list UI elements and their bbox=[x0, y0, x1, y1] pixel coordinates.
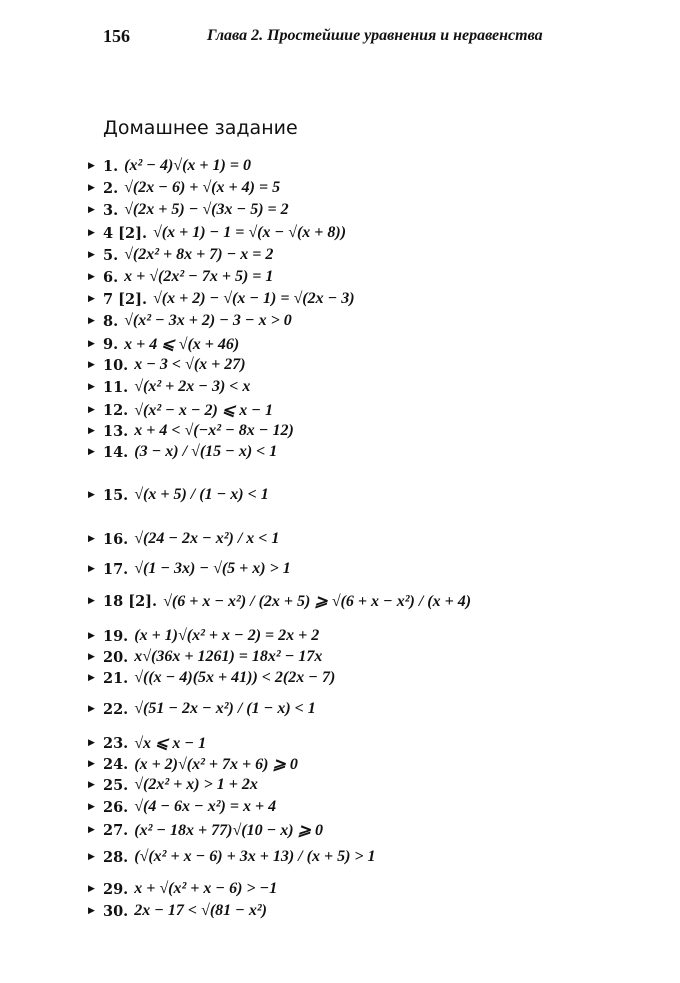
problem-expression: √(4 − 6x − x²) = x + 4 bbox=[134, 798, 277, 815]
problem-item bbox=[88, 902, 267, 920]
problem-item bbox=[88, 157, 251, 175]
problem-expression: √(2x − 6) + √(x + 4) = 5 bbox=[124, 179, 281, 196]
problem-expression: √(x² + 2x − 3) < x bbox=[134, 378, 251, 395]
problem-item bbox=[88, 400, 273, 420]
problem-expression: (√(x² + x − 6) + 3x + 13) / (x + 5) > 1 bbox=[134, 848, 376, 865]
problem-expression: √x ⩽ x − 1 bbox=[134, 735, 207, 752]
triangle-right-icon: ▶ bbox=[88, 161, 95, 171]
problem-number: 25. bbox=[103, 776, 129, 794]
triangle-right-icon: ▶ bbox=[88, 825, 95, 835]
problem-number: 15. bbox=[103, 486, 129, 504]
triangle-right-icon: ▶ bbox=[88, 631, 95, 641]
problem-item bbox=[88, 700, 316, 718]
problem-expression: √(2x² + x) > 1 + 2x bbox=[134, 776, 258, 793]
problem-number: 30. bbox=[103, 902, 129, 920]
triangle-right-icon: ▶ bbox=[88, 704, 95, 714]
triangle-right-icon: ▶ bbox=[88, 316, 95, 326]
problem-expression: √(24 − 2x − x²) / x < 1 bbox=[134, 530, 280, 547]
triangle-right-icon: ▶ bbox=[88, 447, 95, 457]
problem-number: 5. bbox=[103, 246, 119, 264]
problem-number: 16. bbox=[103, 530, 129, 548]
problem-expression: √(x² − 3x + 2) − 3 − x > 0 bbox=[124, 312, 292, 329]
problem-item bbox=[88, 356, 246, 374]
problem-item bbox=[88, 669, 335, 687]
problem-item bbox=[88, 201, 289, 219]
problem-item bbox=[88, 268, 273, 286]
problem-expression: x√(36x + 1261) = 18x² − 17x bbox=[134, 648, 323, 665]
problem-expression: x + √(x² + x − 6) > −1 bbox=[134, 880, 278, 897]
triangle-right-icon: ▶ bbox=[88, 652, 95, 662]
triangle-right-icon: ▶ bbox=[88, 884, 95, 894]
problem-item bbox=[88, 754, 298, 774]
problem-item bbox=[88, 820, 323, 840]
triangle-right-icon: ▶ bbox=[88, 272, 95, 282]
problem-expression: (x² − 4)√(x + 1) = 0 bbox=[124, 157, 251, 174]
problem-item bbox=[88, 246, 273, 264]
triangle-right-icon: ▶ bbox=[88, 738, 95, 748]
triangle-right-icon: ▶ bbox=[88, 852, 95, 862]
problem-expression: √((x − 4)(5x + 41)) < 2(2x − 7) bbox=[134, 669, 336, 686]
problem-number: 9. bbox=[103, 335, 119, 353]
triangle-right-icon: ▶ bbox=[88, 906, 95, 916]
problem-item bbox=[88, 776, 258, 794]
problem-expression: √(x + 1) − 1 = √(x − √(x + 8)) bbox=[153, 224, 347, 241]
problem-number: 6. bbox=[103, 268, 119, 286]
problem-number: 23. bbox=[103, 734, 129, 752]
problem-item bbox=[88, 848, 376, 866]
triangle-right-icon: ▶ bbox=[88, 294, 95, 304]
problem-expression: √(2x² + 8x + 7) − x = 2 bbox=[124, 246, 274, 263]
problem-item bbox=[88, 798, 276, 816]
problem-expression: √(x + 2) − √(x − 1) = √(2x − 3) bbox=[153, 290, 355, 307]
triangle-right-icon: ▶ bbox=[88, 382, 95, 392]
problem-item bbox=[88, 627, 319, 645]
problem-expression: √(2x + 5) − √(3x − 5) = 2 bbox=[124, 201, 289, 218]
problem-expression: √(x² − x − 2) ⩽ x − 1 bbox=[134, 402, 273, 419]
problem-expression: x + 4 < √(−x² − 8x − 12) bbox=[134, 422, 294, 439]
problem-number: 29. bbox=[103, 880, 129, 898]
triangle-right-icon: ▶ bbox=[88, 205, 95, 215]
problem-number: 13. bbox=[103, 422, 129, 440]
problem-item bbox=[88, 648, 322, 666]
problem-expression: (3 − x) / √(15 − x) < 1 bbox=[134, 443, 278, 460]
problem-item bbox=[88, 443, 277, 461]
problem-number: 27. bbox=[103, 821, 129, 839]
problem-number: 28. bbox=[103, 848, 129, 866]
triangle-right-icon: ▶ bbox=[88, 183, 95, 193]
triangle-right-icon: ▶ bbox=[88, 802, 95, 812]
problem-number: 22. bbox=[103, 700, 129, 718]
problem-number: 10. bbox=[103, 356, 129, 374]
triangle-right-icon: ▶ bbox=[88, 564, 95, 574]
triangle-right-icon: ▶ bbox=[88, 534, 95, 544]
running-header: Глава 2. Простейшие уравнения и неравенства bbox=[207, 27, 543, 44]
triangle-right-icon: ▶ bbox=[88, 673, 95, 683]
triangle-right-icon: ▶ bbox=[88, 759, 95, 769]
problem-item bbox=[88, 179, 280, 197]
triangle-right-icon: ▶ bbox=[88, 490, 95, 500]
problem-expression: x − 3 < √(x + 27) bbox=[134, 356, 246, 373]
problem-number: 4 [2]. bbox=[103, 224, 147, 242]
problem-item bbox=[88, 560, 291, 578]
problem-expression: √(x + 5) / (1 − x) < 1 bbox=[134, 486, 269, 503]
triangle-right-icon: ▶ bbox=[88, 228, 95, 238]
triangle-right-icon: ▶ bbox=[88, 780, 95, 790]
problem-number: 24. bbox=[103, 755, 129, 773]
problem-item bbox=[88, 530, 279, 548]
problem-expression: x + 4 ⩽ √(x + 46) bbox=[124, 336, 240, 353]
problem-number: 3. bbox=[103, 201, 119, 219]
problem-expression: √(51 − 2x − x²) / (1 − x) < 1 bbox=[134, 700, 316, 717]
problem-number: 11. bbox=[103, 378, 129, 396]
problem-expression: (x² − 18x + 77)√(10 − x) ⩾ 0 bbox=[134, 822, 324, 839]
problem-item bbox=[88, 290, 355, 308]
problem-item bbox=[88, 312, 292, 330]
problem-item bbox=[88, 378, 250, 396]
problem-number: 14. bbox=[103, 443, 129, 461]
problem-number: 12. bbox=[103, 401, 129, 419]
problem-item bbox=[88, 224, 346, 242]
problem-item bbox=[88, 422, 294, 440]
problem-number: 1. bbox=[103, 157, 119, 175]
problem-item bbox=[88, 591, 471, 611]
problem-item bbox=[88, 733, 206, 753]
problem-number: 8. bbox=[103, 312, 119, 330]
problem-number: 20. bbox=[103, 648, 129, 666]
problem-number: 18 [2]. bbox=[103, 592, 158, 610]
triangle-right-icon: ▶ bbox=[88, 426, 95, 436]
problem-item bbox=[88, 486, 269, 504]
problem-number: 17. bbox=[103, 560, 129, 578]
triangle-right-icon: ▶ bbox=[88, 405, 95, 415]
problem-expression: (x + 2)√(x² + 7x + 6) ⩾ 0 bbox=[134, 756, 298, 773]
problem-expression: √(6 + x − x²) / (2x + 5) ⩾ √(6 + x − x²) / (x + 4) bbox=[163, 593, 472, 610]
problem-item bbox=[88, 334, 239, 354]
triangle-right-icon: ▶ bbox=[88, 596, 95, 606]
problem-number: 21. bbox=[103, 669, 129, 687]
section-title: Домашнее задание bbox=[103, 117, 298, 139]
problem-expression: (x + 1)√(x² + x − 2) = 2x + 2 bbox=[134, 627, 320, 644]
problem-number: 7 [2]. bbox=[103, 290, 147, 308]
page-number: 156 bbox=[103, 26, 130, 46]
problem-number: 2. bbox=[103, 179, 119, 197]
problem-expression: x + √(2x² − 7x + 5) = 1 bbox=[124, 268, 274, 285]
problem-expression: √(1 − 3x) − √(5 + x) > 1 bbox=[134, 560, 291, 577]
triangle-right-icon: ▶ bbox=[88, 360, 95, 370]
problem-number: 19. bbox=[103, 627, 129, 645]
problem-item bbox=[88, 880, 277, 898]
problem-expression: 2x − 17 < √(81 − x²) bbox=[134, 902, 267, 919]
problem-number: 26. bbox=[103, 798, 129, 816]
triangle-right-icon: ▶ bbox=[88, 339, 95, 349]
triangle-right-icon: ▶ bbox=[88, 250, 95, 260]
